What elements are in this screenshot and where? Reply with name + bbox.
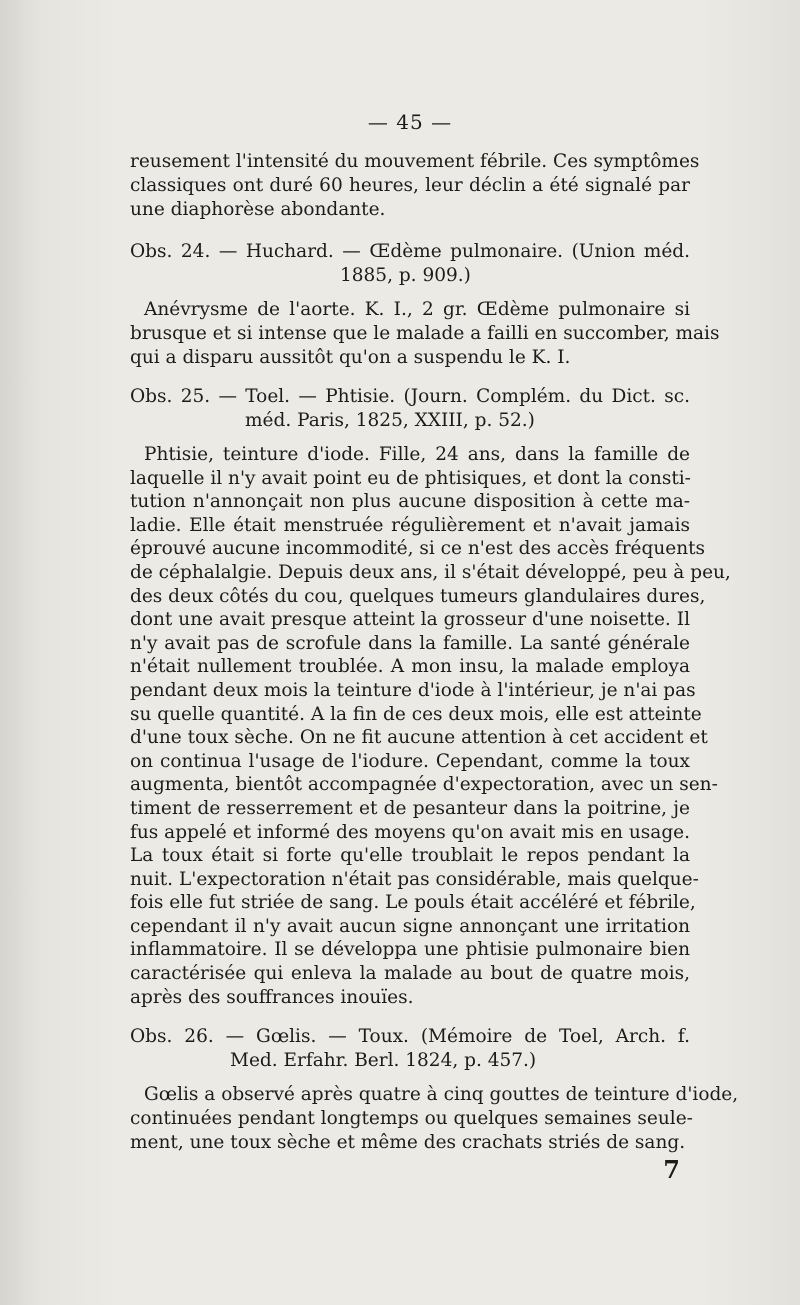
heading-line: méd. Paris, 1825, XXIII, p. 52.) <box>245 410 535 431</box>
text-line: classiques ont duré 60 heures, leur déclin a été signalé par <box>130 175 690 196</box>
obs-26-heading <box>130 1025 690 1073</box>
text-line: reusement l'intensité du mouvement fébrile. Ces symptômes <box>130 151 700 172</box>
text-line: continuées pendant longtemps ou quelques semaines seule- <box>130 1108 693 1129</box>
heading-line: Obs. 25. — Toel. — Phtisie. (Journ. Complém. du Dict. sc. <box>130 386 690 407</box>
text-line: dont une avait presque atteint la grosseur d'une noisette. Il <box>130 609 690 631</box>
book-page <box>130 0 739 1305</box>
text-line: inflammatoire. Il se développa une phtisie pulmonaire bien <box>130 939 690 961</box>
text-line: fois elle fut striée de sang. Le pouls était accéléré et fébrile, <box>130 892 696 914</box>
page-number: — 45 — <box>367 110 453 134</box>
text-line: tution n'annonçait non plus aucune disposition à cette ma- <box>130 491 690 513</box>
text-line: laquelle il n'y avait point eu de phtisiques, et dont la consti- <box>130 467 691 489</box>
text-line: caractérisée qui enleva la malade au bout de quatre mois, <box>130 963 690 985</box>
heading-line: 1885, p. 909.) <box>340 265 471 286</box>
text-line: on continua l'usage de l'iodure. Cependant, comme la toux <box>130 750 690 772</box>
text-line: su quelle quantité. A la fin de ces deux mois, elle est atteinte <box>130 703 702 725</box>
signature-mark: 7 <box>663 1155 680 1184</box>
text-line: ment, une toux sèche et même des crachats striés de sang. <box>130 1132 686 1153</box>
text-line: qui a disparu aussitôt qu'on a suspendu le K. I. <box>130 347 571 368</box>
obs-25-heading <box>130 385 690 433</box>
text-line: Phtisie, teinture d'iode. Fille, 24 ans, dans la famille de <box>144 444 690 465</box>
text-line: n'y avait pas de scrofule dans la famille. La santé générale <box>130 632 690 654</box>
text-line: Gœlis a observé après quatre à cinq gouttes de teinture d'iode, <box>144 1084 739 1105</box>
text-line: cependant il n'y avait aucun signe annonçant une irritation <box>130 915 690 937</box>
obs-26-body <box>130 1083 739 1155</box>
text-line: des deux côtés du cou, quelques tumeurs glandulaires dures, <box>130 585 706 607</box>
text-line: timent de resserrement et de pesanteur dans la poitrine, je <box>130 797 690 819</box>
heading-line: Obs. 24. — Huchard. — Œdème pulmonaire. (Union méd. <box>130 241 690 262</box>
text-line: augmenta, bientôt accompagnée d'expectoration, avec un sen- <box>130 774 718 796</box>
obs-25-body <box>130 443 731 1009</box>
text-line: n'était nullement troublée. A mon insu, la malade employa <box>130 656 690 678</box>
text-line: brusque et si intense que le malade a failli en succomber, mais <box>130 323 720 344</box>
text-line: après des souffrances inouïes. <box>130 986 414 1008</box>
text-line: éprouvé aucune incommodité, si ce n'est des accès fréquents <box>130 538 706 560</box>
text-line: pendant deux mois la teinture d'iode à l'intérieur, je n'ai pas <box>130 679 696 701</box>
text-line: nuit. L'expectoration n'était pas considérable, mais quelque- <box>130 868 699 890</box>
text-line: fus appelé et informé des moyens qu'on avait mis en usage. <box>130 821 690 843</box>
text-line: La toux était si forte qu'elle troublait le repos pendant la <box>130 845 690 867</box>
text-line: ladie. Elle était menstruée régulièrement et n'avait jamais <box>130 514 690 536</box>
obs-24-heading <box>130 240 690 288</box>
text-line: d'une toux sèche. On ne fit aucune attention à cet accident et <box>130 727 708 749</box>
heading-line: Med. Erfahr. Berl. 1824, p. 457.) <box>230 1050 537 1071</box>
text-line: une diaphorèse abondante. <box>130 199 386 220</box>
paragraph-continuation <box>130 150 700 222</box>
text-line: de céphalalgie. Depuis deux ans, il s'était développé, peu à peu, <box>130 561 731 583</box>
obs-24-body <box>130 298 720 370</box>
heading-line: Obs. 26. — Gœlis. — Toux. (Mémoire de Toel, Arch. f. <box>130 1026 690 1047</box>
text-line: Anévrysme de l'aorte. K. I., 2 gr. Œdème pulmonaire si <box>144 299 690 320</box>
